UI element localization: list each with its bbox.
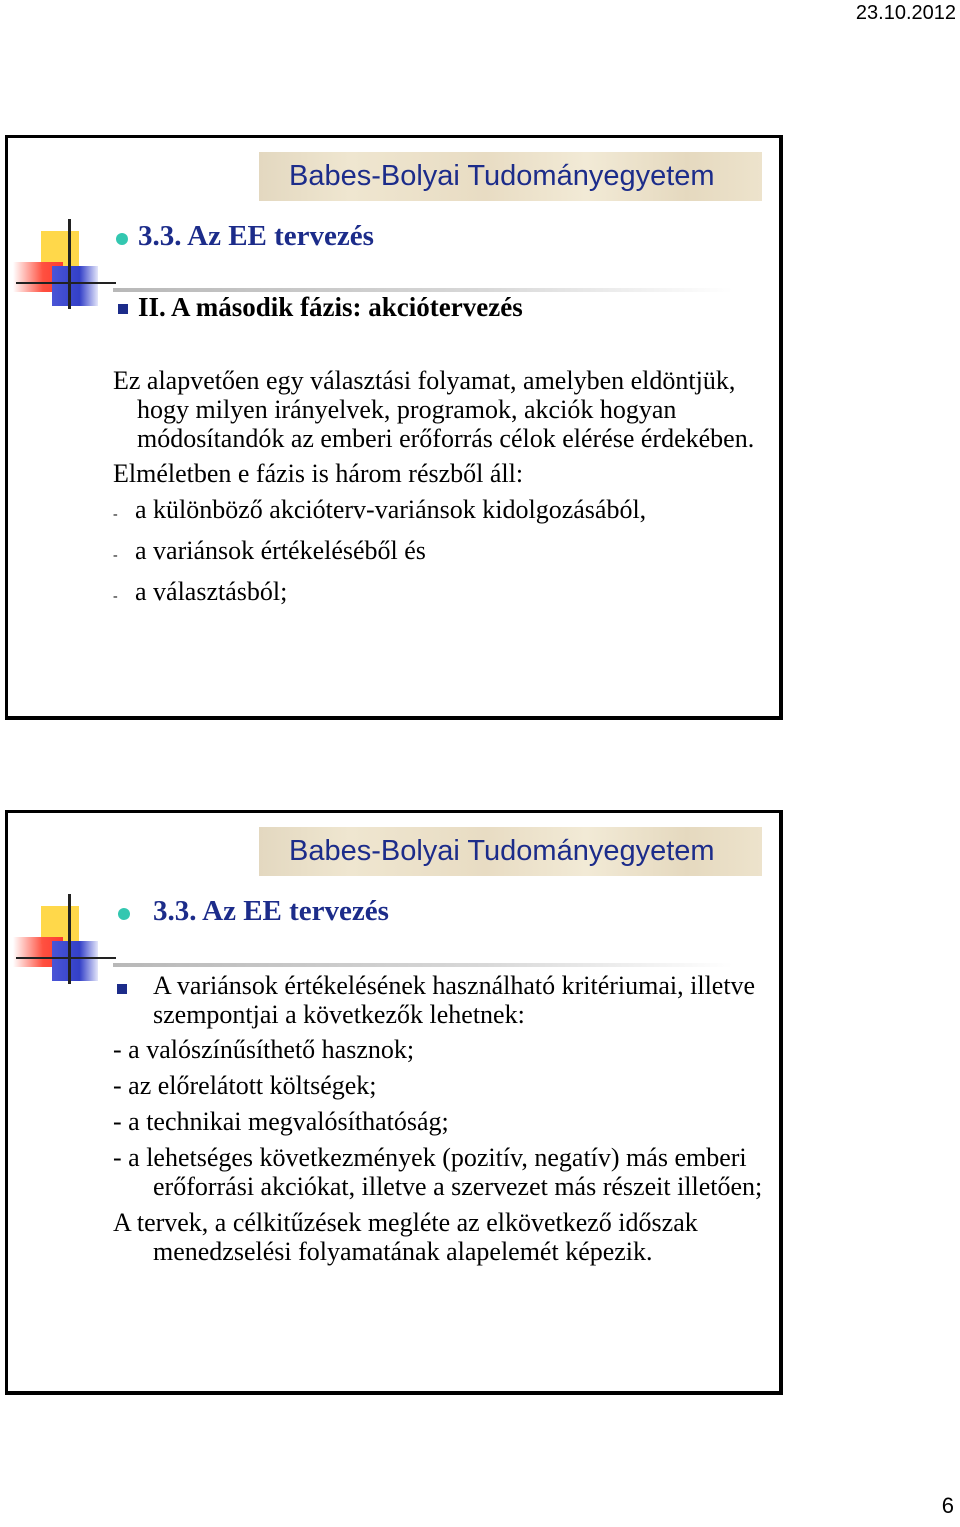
list-item-text: a variánsok értékeléséből és [135,536,426,565]
list-item-text: a választásból; [135,577,288,606]
heading-bullet-icon [118,908,130,920]
dash-bullet: - [113,589,118,604]
list-item [113,577,763,611]
list-item [113,536,763,570]
slide-body [113,971,773,1266]
heading-bullet-icon [116,233,128,245]
decorative-squares-logo [8,891,118,991]
square-bullet-icon [118,304,128,314]
page-date: 23.10.2012 [855,2,956,24]
slide-body [113,366,763,618]
slide-heading: 3.3. Az EE tervezés [138,220,374,252]
closing-paragraph: A tervek, a célkitűzések megléte az elkövetkező időszak menedzselési folyamatának alapelemét képezik. [113,1208,698,1266]
list-item [113,495,763,529]
criteria-intro [113,971,773,1029]
slide-2 [5,810,783,1395]
dash-bullet: - [113,507,118,522]
criteria-intro-text: A variánsok értékelésének használható kritériumai, illetve szempontjai a következők lehetnek: [153,971,756,1029]
criteria-item: - az előrelátott költségek; [113,1071,377,1100]
divider [113,963,733,967]
university-banner [259,827,762,876]
description-paragraph: Ez alapvetően egy választási folyamat, amelyben eldöntjük, hogy milyen irányelvek, programok, akciók hogyan módosítandók az emberi erőforrás célok elérése érdekében. [113,366,755,453]
criteria-item: - a valószínűsíthető hasznok; [113,1035,415,1064]
criteria-item: - a technikai megvalósíthatóság; [113,1107,449,1136]
banner-title: Babes-Bolyai Tudományegyetem [289,160,715,192]
page-number: 6 [941,1493,954,1518]
intro-line: Elméletben e fázis is három részből áll: [113,459,524,488]
decorative-squares-logo [8,216,118,316]
phase-subheading: II. A második fázis: akciótervezés [138,292,523,322]
dash-bullet: - [113,548,118,563]
banner-title: Babes-Bolyai Tudományegyetem [289,835,715,867]
square-bullet-icon [117,984,127,994]
slide-1 [5,135,783,720]
slide-heading: 3.3. Az EE tervezés [153,895,389,927]
list-item-text: a különböző akcióterv-variánsok kidolgozásából, [135,495,647,524]
criteria-item: - a lehetséges következmények (pozitív, negatív) más emberi erőforrási akciókat, illetve a szervezet más részeit illetően; [113,1143,763,1201]
university-banner [259,152,762,201]
